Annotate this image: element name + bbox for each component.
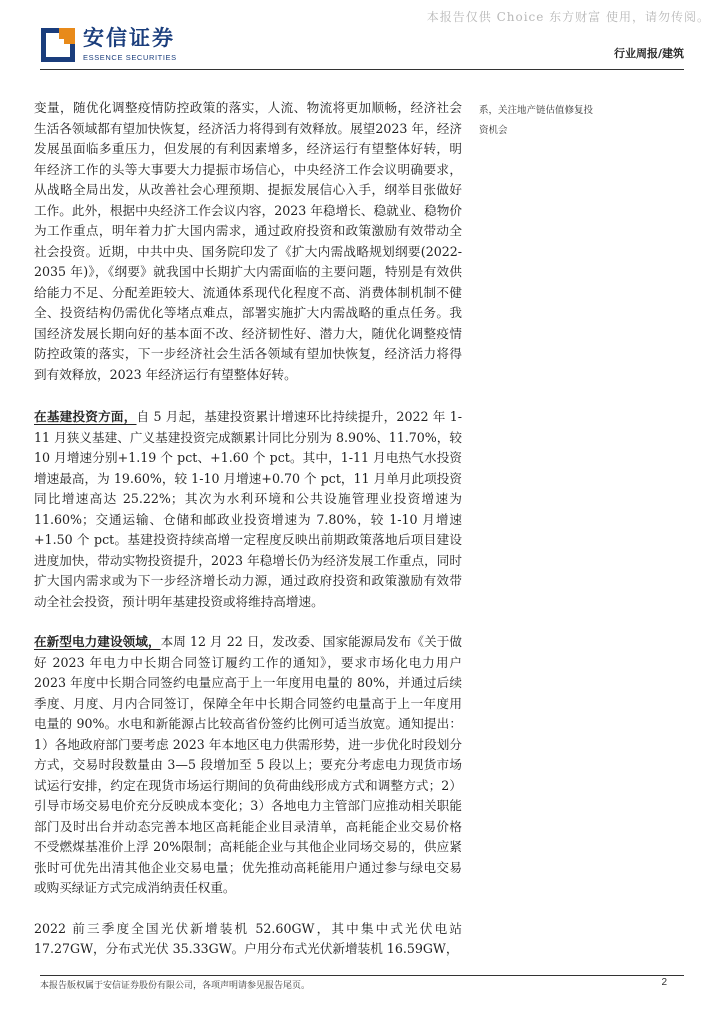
logo-icon (41, 28, 75, 62)
watermark-text: 本报告仅供 Choice 东方财富 使用，请勿传阅。 (426, 10, 710, 24)
footer-divider (40, 975, 684, 976)
main-body (34, 98, 462, 980)
header-divider (40, 69, 684, 70)
section-lead-power: 在新型电力建设领域， (34, 634, 161, 649)
paragraph-text: 本周 12 月 22 日，发改委、国家能源局发布《关于做好 2023 年电力中长期合同签订履约工作的通知》，要求市场化电力用户 2023 年度中长期合同签约电量应高于上一年度用电量的 80%，并通过后续季度、月度、月内合同签订，保障全年中长期合同签约电量高于上一年度用电量的 90%。水电和新能源占比较高省份签约比例可适当放宽。通知提出：1）各地政府部门要考虑 2023 年本地区电力供需形势，进一步优化时段划分方式，交易时段数量由 3—5 段增加至 5 段以上；要充分考虑电力现货市场试运行安排，约定在现货市场运行期间的负荷曲线形成方式和调整方式；2）引导市场交易电价充分反映成本变化；3）各地电力主管部门应推动相关职能部门及时出台并动态完善本地区高耗能企业目录清单，高耗能企业交易价格不受燃煤基准价上浮 20%限制；高耗能企业与其他企业同场交易的，供应紧张时可优先出清其他企业交易电量；优先推动高耗能用户通过参与绿电交易或购买绿证方式完成消纳责任权重。 (34, 634, 462, 895)
report-type-label: 行业周报/建筑 (613, 47, 684, 60)
brand-name-en: ESSENCE SECURITIES (83, 53, 177, 63)
body-paragraph (34, 407, 462, 612)
body-paragraph: 变量，随优化调整疫情防控政策的落实，人流、物流将更加顺畅，经济社会生活各领域都有望加快恢复，经济活力将得到有效释放。展望2023 年，经济发展虽面临多重压力，但发展的有利因素增多，经济运行有望整体好转，明年经济工作的头等大事要大力提振市场信心，中央经济工作会议明确要求，从战略全局出发，从改善社会心理预期、提振发展信心入手，纲举目张做好工作。此外，根据中央经济工作会议内容，2023 年稳增长、稳就业、稳物价为工作重点，明年着力扩大国内需求，通过政府投资和政策激励有效带动全社会投资。近期，中共中央、国务院印发了《扩大内需战略规划纲要(2022-2035 年)》，《纲要》就我国中长期扩大内需面临的主要问题，特别是有效供给能力不足、分配差距较大、流通体系现代化程度不高、消费体制机制不健全、投资结构仍需优化等堵点难点，部署实施扩大内需战略的重点任务。我国经济发展长期向好的基本面不改、经济韧性好、潜力大，随优化调整疫情防控政策的落实，下一步经济社会生活各领域有望加快恢复，经济活力将得到有效释放，2023 年经济运行有望整体好转。 (34, 100, 462, 382)
footer-disclaimer: 本报告版权属于安信证券股份有限公司，各项声明请参见报告尾页。 (40, 981, 311, 991)
section-lead-infrastructure: 在基建投资方面， (34, 409, 137, 424)
paragraph-text: 自 5 月起，基建投资累计增速环比持续提升，2022 年 1-11 月狭义基建、广义基建投资完成额累计同比分别为 8.90%、11.70%，较 10 月增速分别+1.19 个 pct、+1.60 个 pct。其中，1-11 月电热气水投资增速最高，为 19.60%，较 1-10 月增速+0.70 个 pct，11 月单月此项投资同比增速高达 25.22%；其次为水利环境和公共设施管理业投资增速为 11.60%；交通运输、仓储和邮政业投资增速为 7.80%，较 1-10 月增速+1.50 个 pct。基建投资持续高增一定程度反映出前期政策落地后项目建设进度加快，带动实物投资提升，2023 年稳增长仍为经济发展工作重点，同时扩大国内需求或为下一步经济增长动力源，通过政府投资和政策激励有效带动全社会投资，预计明年基建投资或将维持高增速。 (34, 409, 463, 609)
brand-name-cn: 安信证券 (83, 26, 175, 51)
sidebar-note (479, 101, 639, 141)
sidebar-line: 系，关注地产链估值修复投 (479, 105, 594, 116)
body-paragraph (34, 632, 462, 899)
sidebar-line: 资机会 (479, 125, 508, 136)
body-paragraph: 2022 前三季度全国光伏新增装机 52.60GW，其中集中式光伏电站 17.27GW，分布式光伏 35.33GW。户用分布式光伏新增装机 16.59GW， (34, 920, 462, 956)
page-number: 2 (661, 977, 667, 988)
brand-logo (41, 26, 177, 64)
